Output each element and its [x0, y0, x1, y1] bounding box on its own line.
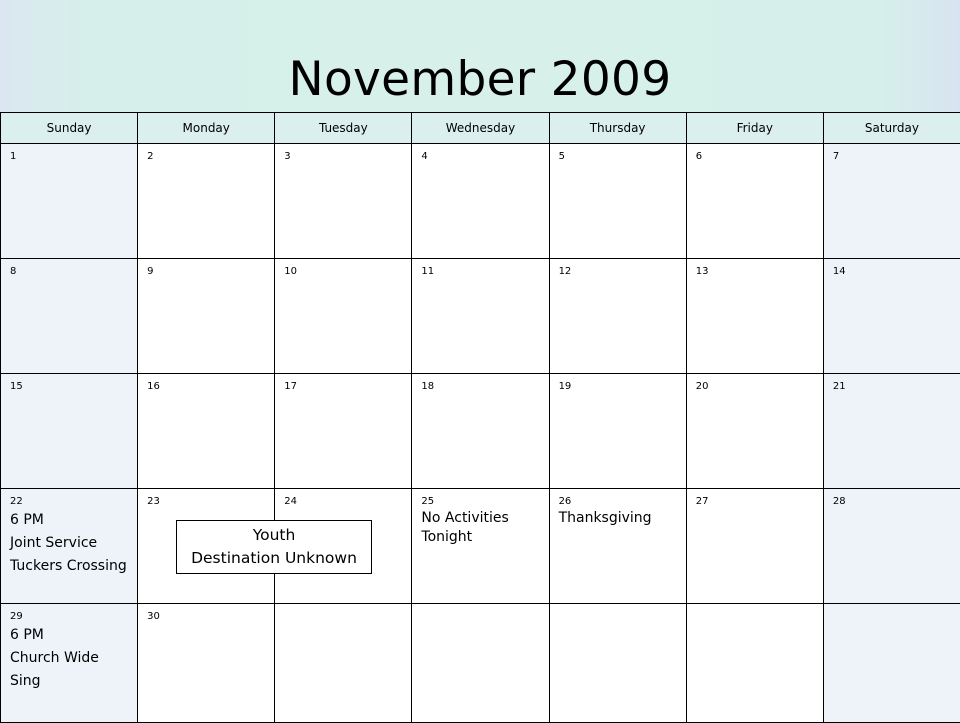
day-number: 14 — [824, 259, 960, 277]
day-cell[interactable] — [412, 144, 549, 259]
day-cell[interactable] — [686, 489, 823, 604]
weekday-header: Thursday — [549, 113, 686, 144]
day-number: 24 — [275, 489, 411, 507]
day-cell[interactable] — [686, 259, 823, 374]
day-number: 25 — [412, 489, 548, 507]
day-number: 11 — [412, 259, 548, 277]
day-cell[interactable] — [549, 144, 686, 259]
day-number: 29 — [1, 604, 137, 622]
day-cell[interactable] — [549, 604, 686, 723]
week-row — [1, 259, 960, 374]
day-number: 1 — [1, 144, 137, 162]
day-cell[interactable] — [275, 374, 412, 489]
day-number: 21 — [824, 374, 960, 392]
day-number: 18 — [412, 374, 548, 392]
day-number — [550, 604, 686, 611]
day-cell[interactable] — [549, 259, 686, 374]
day-cell[interactable] — [823, 604, 960, 723]
weekday-header: Monday — [138, 113, 275, 144]
calendar-title: November 2009 — [0, 44, 960, 116]
day-number: 8 — [1, 259, 137, 277]
youth-event-callout[interactable] — [176, 520, 372, 574]
day-number: 5 — [550, 144, 686, 162]
day-number: 19 — [550, 374, 686, 392]
day-cell[interactable] — [686, 144, 823, 259]
day-cell[interactable] — [1, 144, 138, 259]
day-number: 28 — [824, 489, 960, 507]
day-cell[interactable] — [1, 259, 138, 374]
day-cell[interactable] — [823, 259, 960, 374]
day-number: 16 — [138, 374, 274, 392]
day-cell[interactable] — [823, 144, 960, 259]
day-cell[interactable] — [275, 259, 412, 374]
day-cell[interactable] — [275, 604, 412, 723]
day-cell[interactable] — [412, 489, 549, 604]
event-text: Thanksgiving — [550, 507, 686, 528]
day-number: 23 — [138, 489, 274, 507]
callout-line: Destination Unknown — [177, 547, 371, 570]
weekday-header-row — [1, 113, 960, 144]
day-cell[interactable] — [412, 374, 549, 489]
event-text: No Activities Tonight — [412, 507, 548, 547]
week-row — [1, 489, 960, 604]
day-number: 12 — [550, 259, 686, 277]
week-row — [1, 604, 960, 723]
week-row — [1, 374, 960, 489]
day-cell[interactable] — [138, 259, 275, 374]
day-number — [824, 604, 960, 611]
day-number — [412, 604, 548, 611]
day-number — [275, 604, 411, 611]
day-number: 9 — [138, 259, 274, 277]
day-cell[interactable] — [412, 604, 549, 723]
day-cell[interactable] — [1, 374, 138, 489]
weekday-header: Wednesday — [412, 113, 549, 144]
calendar-grid — [0, 112, 960, 723]
day-cell[interactable] — [823, 374, 960, 489]
day-number: 13 — [687, 259, 823, 277]
week-row — [1, 144, 960, 259]
day-number: 7 — [824, 144, 960, 162]
day-number: 15 — [1, 374, 137, 392]
weekday-header: Tuesday — [275, 113, 412, 144]
day-number: 17 — [275, 374, 411, 392]
day-number: 26 — [550, 489, 686, 507]
day-cell[interactable] — [138, 144, 275, 259]
day-number: 10 — [275, 259, 411, 277]
day-cell[interactable] — [138, 374, 275, 489]
day-cell[interactable] — [138, 604, 275, 723]
day-cell[interactable] — [1, 489, 138, 604]
weekday-header: Friday — [686, 113, 823, 144]
day-number: 20 — [687, 374, 823, 392]
day-number: 4 — [412, 144, 548, 162]
day-number — [687, 604, 823, 611]
day-number: 3 — [275, 144, 411, 162]
day-number: 22 — [1, 489, 137, 507]
day-number: 27 — [687, 489, 823, 507]
day-number: 30 — [138, 604, 274, 622]
day-cell[interactable] — [412, 259, 549, 374]
day-cell[interactable] — [549, 374, 686, 489]
day-cell[interactable] — [686, 604, 823, 723]
weekday-header: Saturday — [823, 113, 960, 144]
day-number: 2 — [138, 144, 274, 162]
day-number: 6 — [687, 144, 823, 162]
weekday-header: Sunday — [1, 113, 138, 144]
event-text: 6 PM Joint Service Tuckers Crossing — [1, 507, 137, 578]
callout-line: Youth — [177, 524, 371, 547]
day-cell[interactable] — [275, 144, 412, 259]
day-cell[interactable] — [686, 374, 823, 489]
day-cell[interactable] — [1, 604, 138, 723]
event-text: 6 PM Church Wide Sing — [1, 622, 137, 693]
day-cell[interactable] — [823, 489, 960, 604]
day-cell[interactable] — [549, 489, 686, 604]
